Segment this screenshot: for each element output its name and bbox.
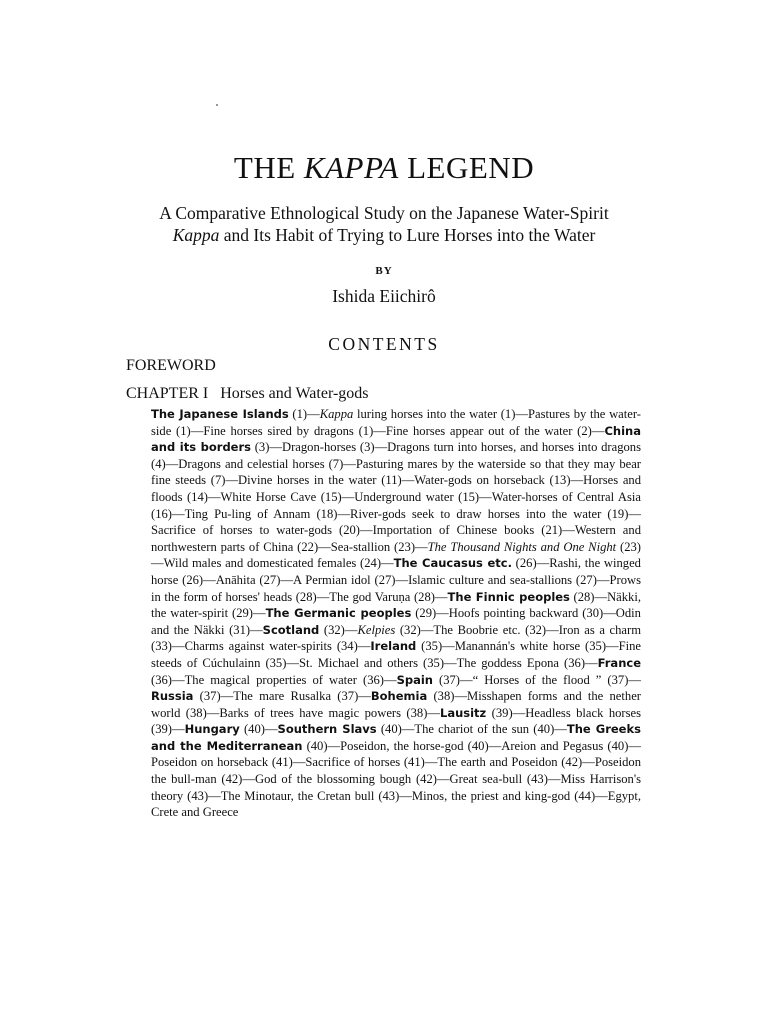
italic-term: Kappa <box>319 407 354 421</box>
summary-text: (29)—Hoofs pointing backward (30)—Odin and the Näkki (31)— <box>151 606 641 637</box>
chapter-summary <box>151 406 641 821</box>
summary-text: luring horses into the water (1)—Pastures by the water-side (1)—Fine horses sired by dragons (1)—Fine horses appear out of the water (2)— <box>151 407 641 438</box>
contents-heading: CONTENTS <box>328 334 440 354</box>
title-pre: THE <box>233 150 304 185</box>
place-heading: Bohemia <box>370 689 428 704</box>
place-heading: Southern Slavs <box>277 722 377 737</box>
summary-text: (23)—Wild males and domesticated females (24)— <box>151 539 641 571</box>
summary-text: (3)—Dragon-horses (3)—Dragons turn into horses, and horses into dragons (4)—Dragons and celestial horses (7)—Pasturing mares by the waterside so that they may bear fine steeds (7)—Divine horses in the water (11)—Water-gods on horseback (13)—Horses and floods (14)—White Horse Cave (15)—Underground water (15)—Water-horses of Central Asia (16)—Ting Pu-ling of Annam (18)—River-gods seek to draw horses into the water (19)—Sacrifice of horses to water-gods (20)—Importation of Chinese books (21)—Western and northwestern parts of China (22)—Sea-stallion (23)— <box>151 440 641 554</box>
page-title <box>0 150 768 186</box>
place-heading: The Caucasus etc. <box>393 556 512 571</box>
place-heading: Russia <box>151 689 194 704</box>
summary-text: (40)—Poseidon, the horse-god (40)—Areion and Pegasus (40)—Poseidon on horseback (41)—Sacrifice of horses (41)—The earth and Poseidon (42)—Poseidon the bull-man (42)—God of the blossoming bough (42)—Great sea-bull (43)—Miss Harrison's theory (43)—The Minotaur, the Cretan bull (43)—Minos, the priest and king-god (44)—Egypt, Crete and Greece <box>151 738 641 820</box>
subtitle-line-1: A Comparative Ethnological Study on the Japanese Water-Spirit <box>159 203 609 223</box>
summary-text: (40)— <box>239 722 278 737</box>
place-heading: The Finnic peoples <box>447 589 570 604</box>
summary-text: (32)—The Boobrie etc. (32)—Iron as a charm (33)—Charms against water-spirits (34)— <box>151 622 641 654</box>
summary-text: (40)—The chariot of the sun (40)— <box>376 722 567 737</box>
subtitle-line-2-rest: and Its Habit of Trying to Lure Horses into the Water <box>219 225 596 245</box>
summary-text: (39)—Headless black horses (39)— <box>151 705 641 737</box>
print-speck <box>216 104 218 106</box>
foreword-entry: FOREWORD <box>126 357 216 374</box>
place-heading: Scotland <box>262 622 320 637</box>
italic-term: The Thousand Nights and One Night <box>427 539 617 554</box>
place-heading: Ireland <box>370 639 417 654</box>
place-heading: Lausitz <box>440 705 487 720</box>
summary-text: (37)—The mare Rusalka (37)— <box>193 689 371 704</box>
place-heading: China and its borders <box>151 423 641 455</box>
title-kappa: KAPPA <box>303 150 399 185</box>
place-heading: Spain <box>396 672 433 687</box>
place-heading: The Japanese Islands <box>151 407 289 421</box>
summary-text: (28)—Näkki, the water-spirit (29)— <box>151 589 641 621</box>
italic-term: Kelpies <box>357 622 396 637</box>
place-heading: Hungary <box>184 722 240 737</box>
subtitle-kappa: Kappa <box>172 225 220 245</box>
by-label: BY <box>375 265 393 277</box>
place-heading: The Germanic peoples <box>265 606 412 621</box>
subtitle <box>0 202 768 246</box>
place-heading: The Greeks and the Mediterranean <box>151 722 641 753</box>
place-heading: France <box>597 655 641 670</box>
summary-text: (38)—Misshapen forms and the nether world (38)—Barks of trees have magic powers (38)— <box>151 689 641 720</box>
summary-text: (1)— <box>288 407 320 421</box>
chapter-summary-paragraph <box>151 406 641 821</box>
summary-text: (32)— <box>319 622 358 637</box>
title-post: LEGEND <box>398 150 535 185</box>
summary-text: (36)—The magical properties of water (36)— <box>151 672 397 687</box>
summary-text: (26)—Rashi, the winged horse (26)—Anāhita (27)—A Permian idol (27)—Islamic culture and sea-stallions (27)—Prows in the form of horses' heads (28)—The god Varuṇa (28)— <box>151 556 641 604</box>
summary-text: (35)—Manannán's white horse (35)—Fine steeds of Cúchulainn (35)—St. Michael and others (35)—The goddess Epona (36)— <box>151 639 641 670</box>
chapter-heading: CHAPTER I Horses and Water-gods <box>126 385 369 402</box>
author-name: Ishida Eiichirô <box>332 286 436 306</box>
subtitle-line-2 <box>0 224 768 246</box>
summary-text: (37)—“ Horses of the flood ” (37)— <box>432 672 641 687</box>
